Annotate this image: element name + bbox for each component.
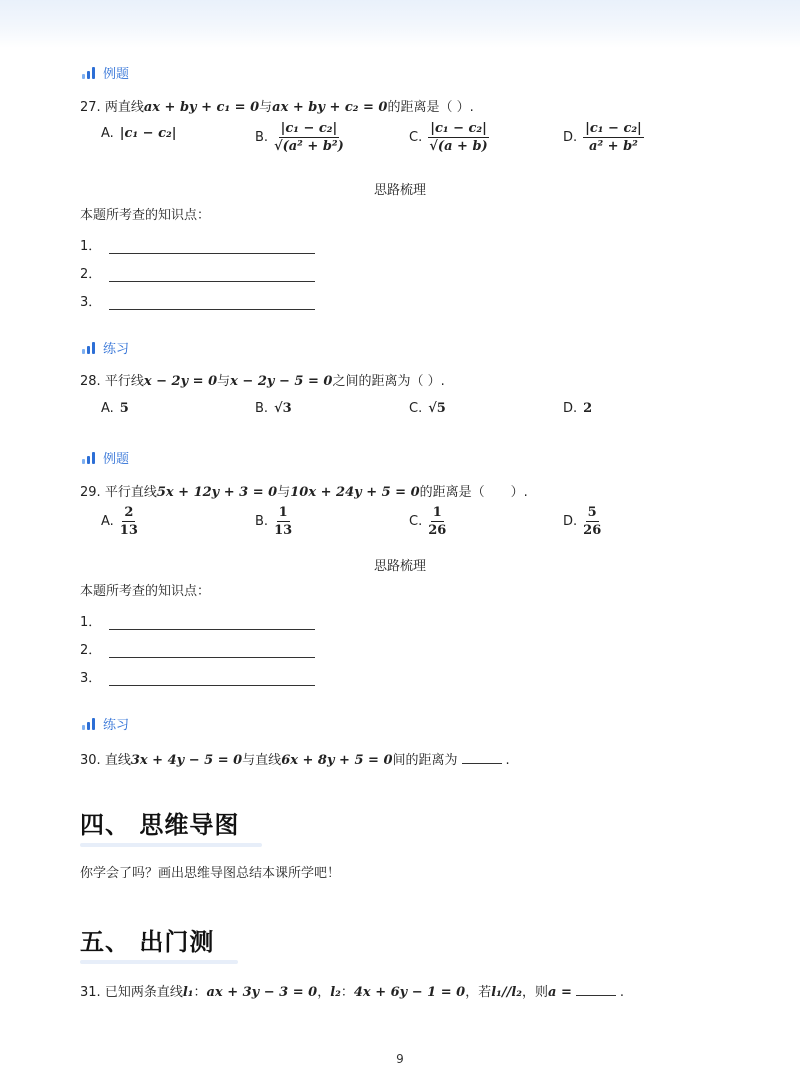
section-label-practice xyxy=(82,714,129,733)
option-expression: |c₁ − c₂| xyxy=(119,126,177,141)
question-text: ： xyxy=(340,985,354,1000)
denominator: 13 xyxy=(119,523,138,538)
numerator: |c₁ − c₂| xyxy=(430,121,487,136)
option-letter: A. xyxy=(101,401,114,416)
section-label-text: 例题 xyxy=(103,452,130,467)
question-text: 与 xyxy=(217,374,231,389)
fraction xyxy=(583,504,601,539)
question-number: 30. xyxy=(80,753,101,768)
thinking-title: 思路梳理 xyxy=(373,183,426,198)
question-text: . xyxy=(505,753,510,768)
line-symbol: l₂ xyxy=(330,985,341,1000)
question-text: 的距离是（ ）. xyxy=(387,100,474,115)
fraction xyxy=(274,120,344,155)
denominator: √(a + b) xyxy=(429,139,488,154)
question-number: 31. xyxy=(80,985,101,1000)
fraction xyxy=(428,120,489,155)
knowledge-line[interactable] xyxy=(80,235,315,254)
option-c[interactable] xyxy=(409,401,446,416)
option-letter: D. xyxy=(563,130,578,145)
line-number: 2． xyxy=(80,267,102,282)
section-label-text: 练习 xyxy=(103,342,130,357)
equation: 6x + 8y + 5 = 0 xyxy=(281,753,393,768)
option-expression: 2 xyxy=(583,401,593,416)
answer-blank[interactable] xyxy=(576,983,616,996)
knowledge-title: 本题所考查的知识点： xyxy=(80,584,211,599)
question-text: ，则 xyxy=(521,985,548,1000)
equation: 3x + 4y − 5 = 0 xyxy=(130,753,243,768)
question-28 xyxy=(80,373,445,391)
thinking-title: 思路梳理 xyxy=(373,559,426,574)
section-label-text: 例题 xyxy=(103,67,130,82)
line-number: 1． xyxy=(80,239,102,254)
heading-underline xyxy=(80,843,262,847)
option-c[interactable] xyxy=(409,504,446,539)
option-b[interactable] xyxy=(255,401,292,416)
question-text: . xyxy=(619,985,624,1000)
question-27 xyxy=(80,99,474,117)
question-number: 27. xyxy=(80,100,101,115)
equation: x − 2y = 0 xyxy=(143,374,218,389)
option-letter: D. xyxy=(563,401,578,416)
option-c[interactable] xyxy=(409,120,489,155)
section-label-text: 练习 xyxy=(103,718,130,733)
answer-underline[interactable] xyxy=(109,672,315,686)
line-number: 3． xyxy=(80,295,102,310)
numerator: 2 xyxy=(124,505,134,520)
section-label-example xyxy=(82,63,129,82)
option-letter: A. xyxy=(101,514,114,529)
denominator: 26 xyxy=(583,523,602,538)
question-31 xyxy=(80,983,624,1002)
equation: ax + by + c₁ = 0 xyxy=(143,100,260,115)
fraction xyxy=(120,504,138,539)
question-text: ，若 xyxy=(465,985,492,1000)
question-30 xyxy=(80,751,510,770)
section-label-example xyxy=(82,448,129,467)
equation: ax + 3y − 3 = 0 xyxy=(206,985,318,1000)
question-text: 两直线 xyxy=(104,100,144,115)
answer-blank[interactable] xyxy=(462,751,502,764)
option-letter: C. xyxy=(409,401,423,416)
question-text: 与 xyxy=(259,100,273,115)
header-band xyxy=(0,0,800,48)
equation: 5x + 12y + 3 = 0 xyxy=(156,485,278,500)
question-text: 与 xyxy=(277,485,291,500)
question-text: 平行直线 xyxy=(104,485,157,500)
question-text: 的距离是（ ）. xyxy=(419,485,528,500)
knowledge-line[interactable] xyxy=(80,611,315,630)
knowledge-line[interactable] xyxy=(80,667,315,686)
fraction xyxy=(583,120,644,155)
option-a[interactable] xyxy=(101,504,138,539)
section-heading-5: 五、 出门测 xyxy=(80,928,215,956)
question-number: 29. xyxy=(80,485,101,500)
knowledge-line[interactable] xyxy=(80,291,315,310)
numerator: 5 xyxy=(587,505,597,520)
option-expression: √3 xyxy=(274,401,292,416)
page-number: 9 xyxy=(396,1052,404,1066)
condition: l₁//l₂ xyxy=(491,985,522,1000)
fraction xyxy=(274,504,292,539)
line-symbol: l₁ xyxy=(182,985,194,1000)
question-29 xyxy=(80,484,528,502)
option-expression: 5 xyxy=(119,401,129,416)
option-letter: C. xyxy=(409,130,423,145)
section-heading-4: 四、 思维导图 xyxy=(80,811,240,839)
question-text: ， xyxy=(317,985,331,1000)
option-a[interactable] xyxy=(101,126,176,141)
bar-chart-icon xyxy=(82,342,95,354)
question-text: 间的距离为 xyxy=(392,753,458,768)
option-letter: A. xyxy=(101,126,114,141)
option-letter: B. xyxy=(255,401,269,416)
question-text: 直线 xyxy=(104,753,131,768)
option-letter: B. xyxy=(255,130,269,145)
option-d[interactable] xyxy=(563,120,644,155)
equation: x − 2y − 5 = 0 xyxy=(230,374,333,389)
answer-underline[interactable] xyxy=(109,268,315,282)
section-4-text: 你学会了吗？画出思维导图总结本课所学吧！ xyxy=(80,866,341,881)
answer-underline[interactable] xyxy=(109,616,315,630)
numerator: |c₁ − c₂| xyxy=(585,121,642,136)
bar-chart-icon xyxy=(82,67,95,79)
denominator: 26 xyxy=(428,523,447,538)
question-text: 平行线 xyxy=(104,374,144,389)
equation: ax + by + c₂ = 0 xyxy=(272,100,388,115)
option-d[interactable] xyxy=(563,401,592,416)
question-text: 与直线 xyxy=(242,753,282,768)
option-b[interactable] xyxy=(255,504,292,539)
answer-underline[interactable] xyxy=(109,296,315,310)
answer-underline[interactable] xyxy=(109,644,315,658)
numerator: 1 xyxy=(432,505,442,520)
option-letter: D. xyxy=(563,514,578,529)
denominator: 13 xyxy=(274,523,293,538)
question-text: 之间的距离为（ ）. xyxy=(332,374,445,389)
equation: 4x + 6y − 1 = 0 xyxy=(353,985,466,1000)
question-text: 已知两条直线 xyxy=(104,985,183,1000)
denominator: √(a² + b²) xyxy=(274,139,344,154)
option-letter: B. xyxy=(255,514,269,529)
option-a[interactable] xyxy=(101,401,129,416)
line-number: 2． xyxy=(80,643,102,658)
knowledge-line[interactable] xyxy=(80,263,315,282)
equation: 10x + 24y + 5 = 0 xyxy=(290,485,420,500)
option-expression: √5 xyxy=(428,401,446,416)
option-letter: C. xyxy=(409,514,423,529)
heading-underline xyxy=(80,960,238,964)
answer-underline[interactable] xyxy=(109,240,315,254)
fraction xyxy=(428,504,446,539)
bar-chart-icon xyxy=(82,452,95,464)
option-d[interactable] xyxy=(563,504,601,539)
line-number: 1． xyxy=(80,615,102,630)
numerator: |c₁ − c₂| xyxy=(280,121,338,136)
option-b[interactable] xyxy=(255,120,344,155)
question-number: 28. xyxy=(80,374,101,389)
question-text: ： xyxy=(193,985,207,1000)
line-number: 3． xyxy=(80,671,102,686)
numerator: 1 xyxy=(278,505,288,520)
bar-chart-icon xyxy=(82,718,95,730)
knowledge-line[interactable] xyxy=(80,639,315,658)
section-label-practice xyxy=(82,338,129,357)
knowledge-title: 本题所考查的知识点： xyxy=(80,208,211,223)
denominator: a² + b² xyxy=(589,139,638,154)
variable: a = xyxy=(548,985,572,1000)
